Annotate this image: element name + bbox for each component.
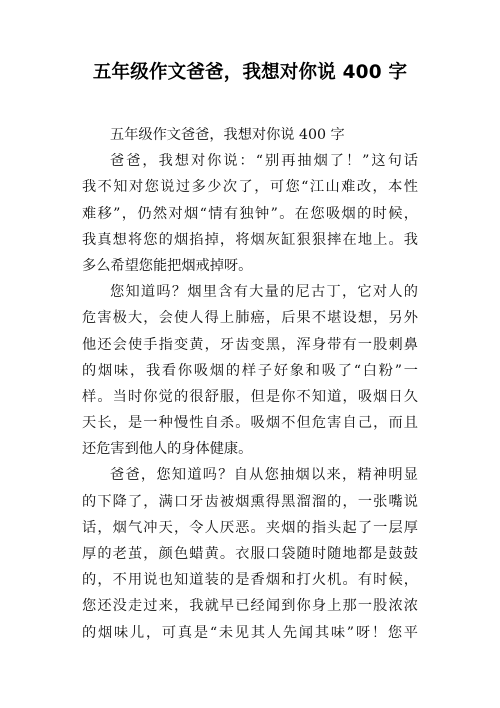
paragraph-line: 我真想将您的烟掐掉，将烟灰缸狠狠摔在地上。我 xyxy=(82,231,418,248)
paragraph-line: 的烟味儿，可真是“未见其人先闻其味”呀！您平 xyxy=(82,624,418,641)
paragraph-2 xyxy=(82,279,418,462)
paragraph-line: 他还会使手指变黄，牙齿变黑，浑身带有一股刺鼻 xyxy=(82,336,418,353)
paragraph-1 xyxy=(82,148,418,279)
paragraph-line: 危害极大，会使人得上肺癌，后果不堪设想，另外 xyxy=(82,310,418,327)
page-title: 五年级作文爸爸，我想对你说 400 字 xyxy=(92,62,408,83)
paragraph-line: 您还没走过来，我就早已经闻到你身上那一股浓浓 xyxy=(82,598,418,615)
paragraph-line: 话，烟气冲天，令人厌恶。夹烟的指头起了一层厚 xyxy=(82,519,418,536)
paragraph-line: 的烟味，我看你吸烟的样子好象和吸了“白粉”一 xyxy=(82,362,418,379)
paragraph-line: 爸爸，我想对你说：“别再抽烟了！”这句话 xyxy=(110,153,418,170)
paragraph-line: 的下降了，满口牙齿被烟熏得黑溜溜的，一张嘴说 xyxy=(82,493,418,510)
paragraph-3 xyxy=(82,462,418,645)
paragraph-line: 难移”，仍然对烟“情有独钟”。在您吸烟的时候， xyxy=(82,205,418,222)
paragraph-line: 多么希望您能把烟戒掉呀。 xyxy=(82,257,253,274)
paragraph-line: 的，不用说也知道装的是香烟和打火机。有时候， xyxy=(82,572,418,589)
paragraph-line: 我不知对您说过多少次了，可您“江山难改，本性 xyxy=(82,179,418,196)
article-body xyxy=(82,122,418,646)
paragraph-line: 厚的老茧，颜色蜡黄。衣服口袋随时随地都是鼓鼓 xyxy=(82,546,418,562)
paragraph-line: 天长，是一种慢性自杀。吸烟不但危害自己，而且 xyxy=(82,415,418,432)
paragraph-line: 还危害到他人的身体健康。 xyxy=(82,441,253,458)
paragraph-line: 您知道吗？烟里含有大量的尼古丁，它对人的 xyxy=(110,284,418,301)
paragraph-line: 爸爸，您知道吗？自从您抽烟以来，精神明显 xyxy=(110,467,418,484)
article-subtitle: 五年级作文爸爸，我想对你说 400 字 xyxy=(110,127,345,143)
paragraph-line: 样。当时你觉的很舒服，但是你不知道，吸烟日久 xyxy=(82,388,418,405)
